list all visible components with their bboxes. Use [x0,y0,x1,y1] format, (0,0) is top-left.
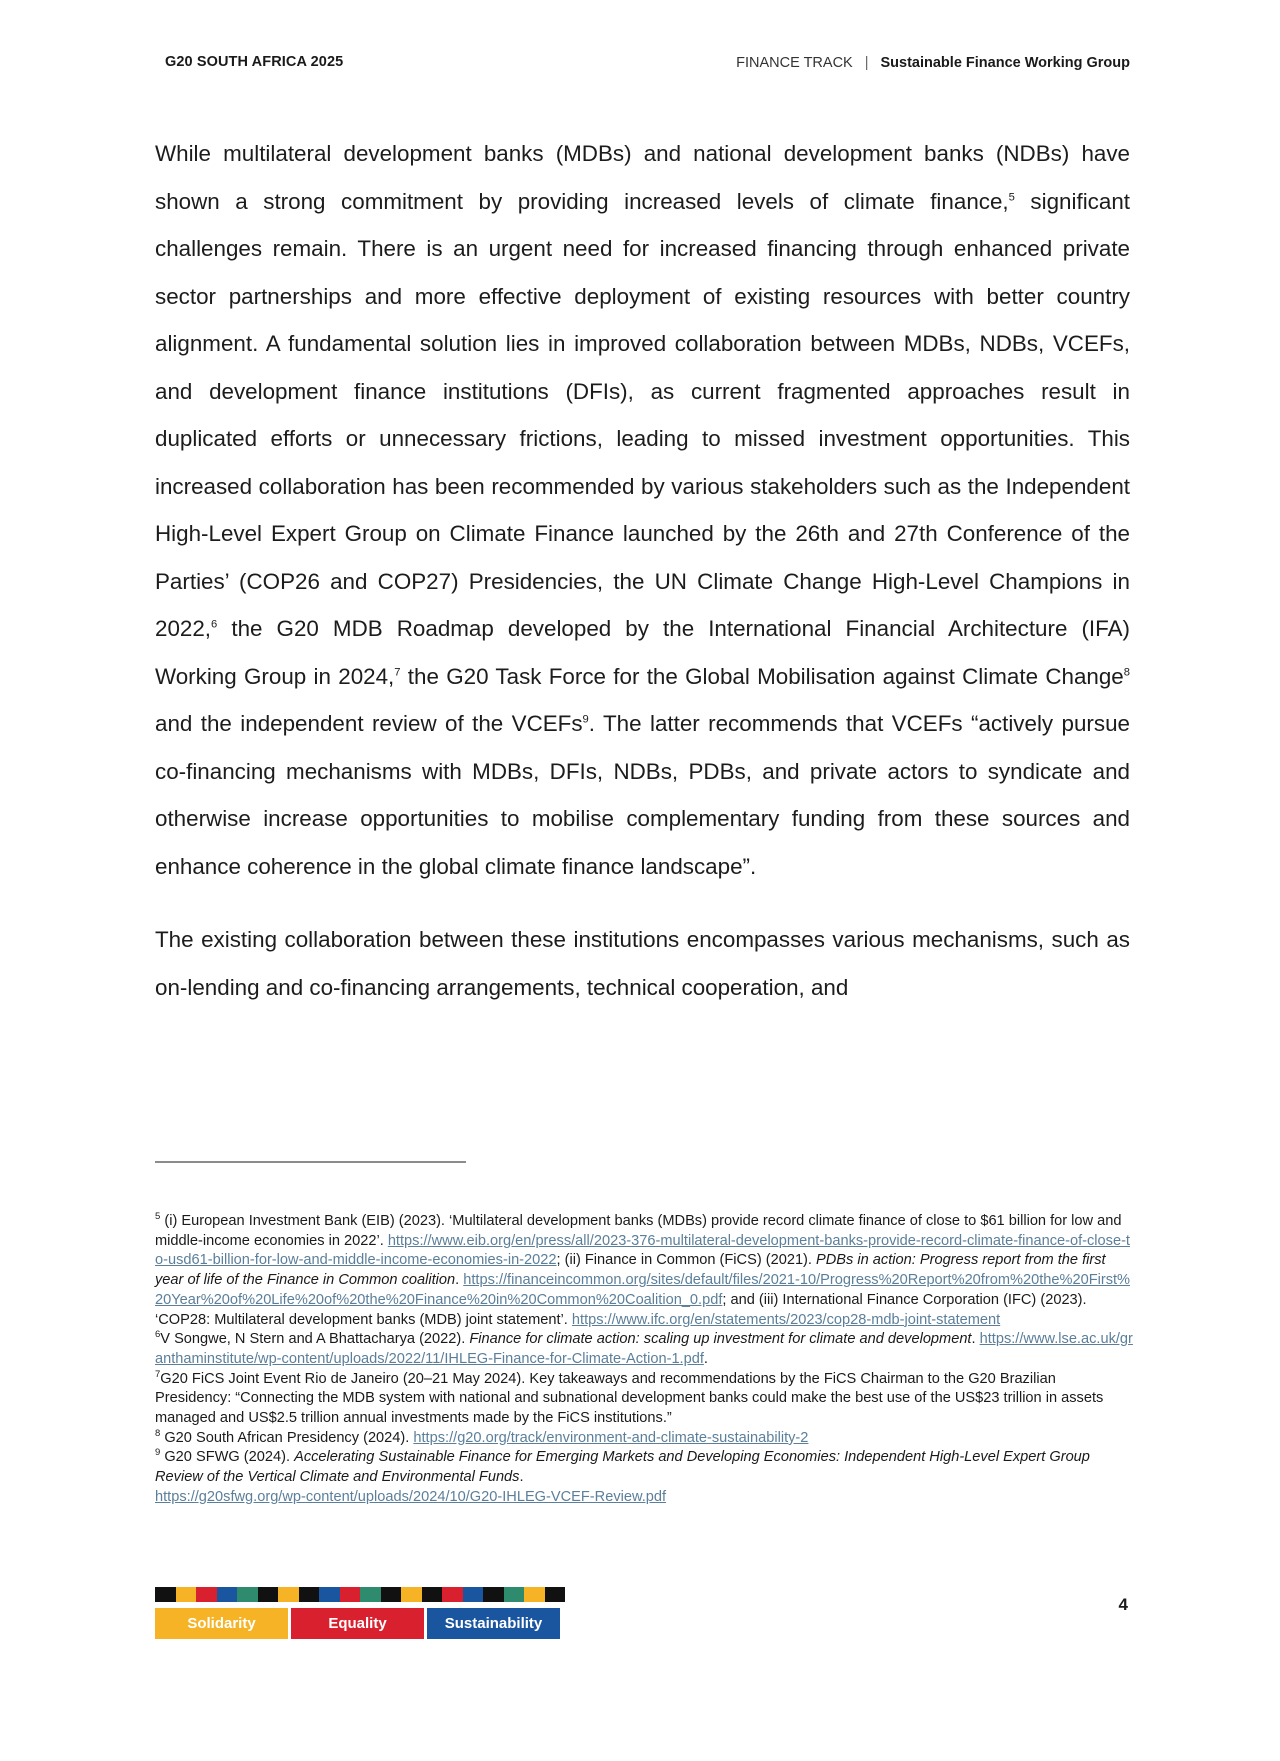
footnote-8 [155,1429,1133,1449]
footnote-link[interactable]: https://g20sfwg.org/wp-content/uploads/2024/10/G20-IHLEG-VCEF-Review.pdf [155,1488,667,1505]
text: While multilateral development banks (MDBs) and national development banks (NDBs) have shown a strong commitment by providing increased levels of climate finance, [155,141,1130,214]
pattern-segment [381,1587,402,1602]
text: G20 FiCS Joint Event Rio de Janeiro (20–21 May 2024). Key takeaways and recommendations by the FiCS Chairman to the G20 Brazilian Presidency: “Connecting the MDB system with national and subnational development banks could make the best use of the US$23 trillion in assets managed and US$2.5 trillion annual investments made by the FiCS institutions.” [155,1370,1104,1427]
publication-title: PDBs in action: Progress report from the first year of life of the Finance in Common coalition [155,1252,1106,1289]
text: ; (ii) Finance in Common (FiCS) (2021). [556,1252,817,1269]
header-track [736,55,1130,71]
header-separator: | [864,55,869,71]
pattern-segment [360,1587,381,1602]
text: significant challenges remain. There is an urgent need for increased financing through enhanced private sector partnerships and more effective deployment of existing resources with better country alignment. A fundamental solution lies in improved collaboration between MDBs, NDBs, VCEFs, and development finance institutions (DFIs), as current fragmented approaches result in duplicated efforts or unnecessary frictions, leading to missed investment opportunities. This increased collaboration has been recommended by various stakeholders such as the Independent High-Level Expert Group on Climate Finance launched by the 26th and 27th Conference of the Parties’ (COP26 and COP27) Presidencies, the UN Climate Change High-Level Champions in 2022, [155,188,1130,641]
footnotes [155,1212,1133,1508]
footnote-7 [155,1370,1133,1429]
text: G20 South African Presidency (2024). [160,1429,414,1446]
pattern-segment [299,1587,320,1602]
pattern-segment [340,1587,361,1602]
pattern-segment [442,1587,463,1602]
footnote-ref-9[interactable]: 9 [582,713,589,726]
footnote-number: 6 [155,1329,161,1341]
working-group-label: Sustainable Finance Working Group [880,55,1130,71]
footnote-ref-7[interactable]: 7 [394,666,401,679]
text: . [519,1469,524,1486]
pattern-segment [422,1587,443,1602]
text: G20 SFWG (2024). [160,1449,295,1466]
text: V Songwe, N Stern and A Bhattacharya (2022). [160,1331,470,1348]
pattern-segment [524,1587,545,1602]
pattern-segment [176,1587,197,1602]
pattern-segment [545,1587,566,1602]
text: the G20 MDB Roadmap developed by the International Financial Architecture (IFA) Working Group in 2024, [155,616,1130,689]
footnote-link[interactable]: https://g20.org/track/environment-and-climate-sustainability-2 [413,1429,809,1446]
footnote-9 [155,1448,1133,1507]
report-title: G20 SOUTH AFRICA 2025 [165,54,344,70]
footnote-number: 5 [155,1211,161,1223]
pattern-segment [319,1587,340,1602]
paragraph-1 [155,130,1130,890]
pillar-equality: Equality [291,1608,424,1639]
text: ; and (iii) International Finance Corporation (IFC) (2023). ‘COP28: Multilateral development banks (MDB) joint statement’. [155,1291,1087,1328]
publication-title: Finance for climate action: scaling up investment for climate and development [469,1331,972,1348]
footnote-6 [155,1330,1133,1369]
pillar-sustainability: Sustainability [427,1608,560,1639]
pattern-segment [237,1587,258,1602]
text: (i) European Investment Bank (EIB) (2023). ‘Multilateral development banks (MDBs) provide record climate finance of close to $61 billion for low and middle-income economies in 2022’. [155,1213,1122,1249]
footnote-ref-5[interactable]: 5 [1008,191,1015,204]
footnote-ref-6[interactable]: 6 [211,618,218,631]
decorative-pattern-band [155,1587,565,1602]
text: . [455,1272,464,1289]
pattern-segment [463,1587,484,1602]
text: . [971,1331,980,1348]
g20-pillars-logo [155,1608,560,1639]
pattern-segment [155,1587,176,1602]
pattern-segment [217,1587,238,1602]
footnote-divider [155,1161,466,1163]
footnote-ref-8[interactable]: 8 [1123,666,1130,679]
paragraph-2: The existing collaboration between these institutions encompasses various mechanisms, such as on-lending and co-financing arrangements, technical cooperation, and [155,927,1130,1000]
pattern-segment [278,1587,299,1602]
pattern-segment [504,1587,525,1602]
text: the G20 Task Force for the Global Mobilisation against Climate Change [400,663,1124,689]
footnote-link[interactable]: https://www.eib.org/en/press/all/2023-376-multilateral-development-banks-provide-record-climate-finance-of-close-to-usd61-billion-for-low-and-middle-income-economies-in-2022 [155,1232,1130,1269]
text: . [703,1350,708,1367]
pattern-segment [401,1587,422,1602]
pattern-segment [483,1587,504,1602]
footnote-number: 8 [155,1427,161,1439]
footnote-link[interactable]: https://www.lse.ac.uk/granthaminstitute/wp-content/uploads/2022/11/IHLEG-Finance-for-Climate-Action-1.pdf [155,1331,1133,1367]
body-text [155,130,1130,1011]
publication-title: Accelerating Sustainable Finance for Emerging Markets and Developing Economies: Independent High-Level Expert Group Review of the Vertical Climate and Environmental Funds [155,1449,1090,1486]
track-label: FINANCE TRACK [736,55,853,71]
text: . The latter recommends that VCEFs “actively pursue co-financing mechanisms with MDBs, DFIs, NDBs, PDBs, and private actors to syndicate and otherwise increase opportunities to mobilise complementary funding from these sources and enhance coherence in the global climate finance landscape”. [155,711,1130,879]
pattern-segment [258,1587,279,1602]
footnote-link[interactable]: https://financeincommon.org/sites/default/files/2021-10/Progress%20Report%20from%20the%20First%20Year%20of%20Life%20of%20the%20Finance%20in%20Common%20Coalition_0.pdf [155,1272,1131,1308]
text: and the independent review of the VCEFs [155,711,583,736]
footnote-5 [155,1212,1133,1330]
footnote-number: 7 [155,1368,161,1380]
page-number: 4 [1118,1595,1128,1614]
footnote-number: 9 [155,1447,161,1459]
pillar-solidarity: Solidarity [155,1608,288,1639]
footnote-link[interactable]: https://www.ifc.org/en/statements/2023/cop28-mdb-joint-statement [571,1311,1001,1328]
pattern-segment [196,1587,217,1602]
